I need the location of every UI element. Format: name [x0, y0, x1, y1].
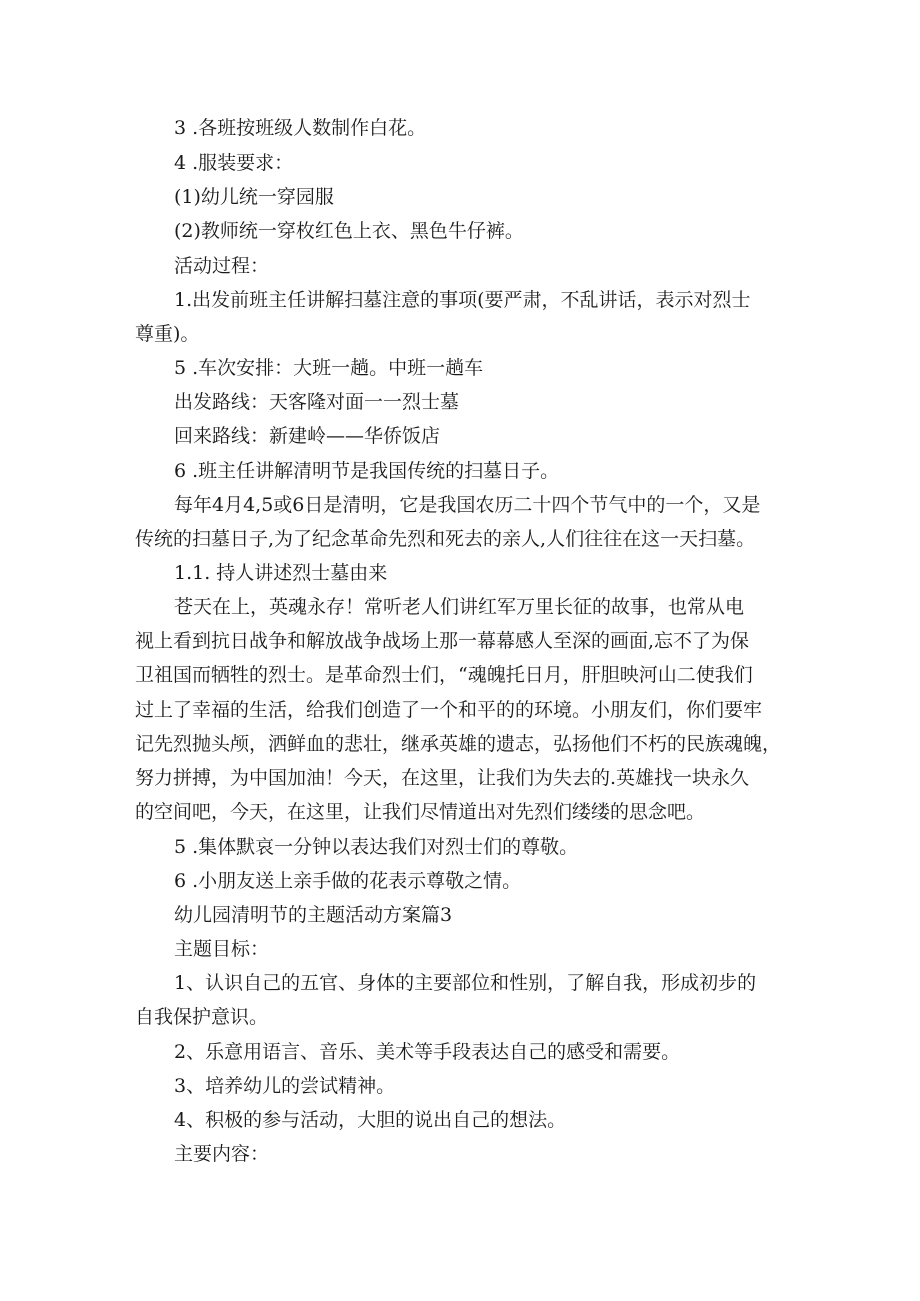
text-line: 主题目标： — [174, 938, 270, 960]
text-line: 出发路线：天客隆对面一一烈士墓 — [174, 391, 460, 413]
text-line: 回来路线：新建岭——华侨饭店 — [174, 425, 441, 447]
section-heading: 幼儿园清明节的主题活动方案篇3 — [174, 904, 453, 926]
text-line: 自我保护意识。 — [135, 1006, 269, 1028]
text-line: 活动过程： — [174, 255, 270, 277]
text-line: 5 .车次安排：大班一趟。中班一趟车 — [174, 357, 484, 379]
text-line: 4 .服装要求： — [174, 152, 294, 174]
text-line: 视上看到抗日战争和解放战争战场上那一幕幕感人至深的画面,忘不了为保 — [135, 630, 750, 652]
text-line: 主要内容： — [174, 1143, 270, 1165]
text-line: 1.1. 持人讲述烈士墓由来 — [174, 562, 388, 584]
text-line: (2)教师统一穿枚红色上衣、黑色牛仔裤。 — [174, 220, 524, 242]
text-line: 6 .班主任讲解清明节是我国传统的扫墓日子。 — [174, 460, 560, 482]
text-line: 记先烈抛头颅，洒鲜血的悲壮，继承英雄的遗志，弘扬他们不朽的民族魂魄， — [135, 733, 782, 755]
text-line: 过上了幸福的生活，给我们创造了一个和平的的环境。小朋友们，你们要牢 — [135, 699, 763, 721]
text-line: 3、培养幼儿的尝试精神。 — [174, 1075, 396, 1097]
text-line: 苍天在上，英魂永存！常听老人们讲红军万里长征的故事，也常从电 — [174, 596, 745, 618]
text-line: 卫祖国而牺牲的烈士。是革命烈士们，“魂魄托日月，肝胆映河山二使我们 — [135, 664, 753, 686]
text-line: 传统的扫墓日子,为了纪念革命先烈和死去的亲人,人们往往在这一天扫墓。 — [135, 528, 756, 550]
text-line: 2、乐意用语言、音乐、美术等手段表达自己的感受和需要。 — [174, 1041, 681, 1063]
text-line: 尊重)。 — [135, 323, 200, 345]
text-line: 的空间吧，今天，在这里，让我们尽情道出对先烈们缕缕的思念吧。 — [135, 801, 706, 823]
text-line: 4、积极的参与活动，大胆的说出自己的想法。 — [174, 1109, 567, 1131]
text-line: 3 .各班按班级人数制作白花。 — [174, 117, 427, 139]
text-line: 1、认识自己的五官、身体的主要部位和性别，了解自我，形成初步的 — [174, 972, 757, 994]
text-line: (1)幼儿统一穿园服 — [174, 186, 334, 208]
text-line: 每年4月4,5或6日是清明，它是我国农历二十四个节气中的一个，又是 — [174, 494, 761, 516]
text-line: 6 .小朋友送上亲手做的花表示尊敬之情。 — [174, 870, 522, 892]
text-line: 1.出发前班主任讲解扫墓注意的事项(要严肃，不乱讲话，表示对烈士 — [174, 289, 751, 311]
text-line: 5 .集体默哀一分钟以表达我们对烈士们的尊敬。 — [174, 836, 579, 858]
text-line: 努力拼搏，为中国加油！今天，在这里，让我们为失去的.英雄找一块永久 — [135, 767, 750, 789]
